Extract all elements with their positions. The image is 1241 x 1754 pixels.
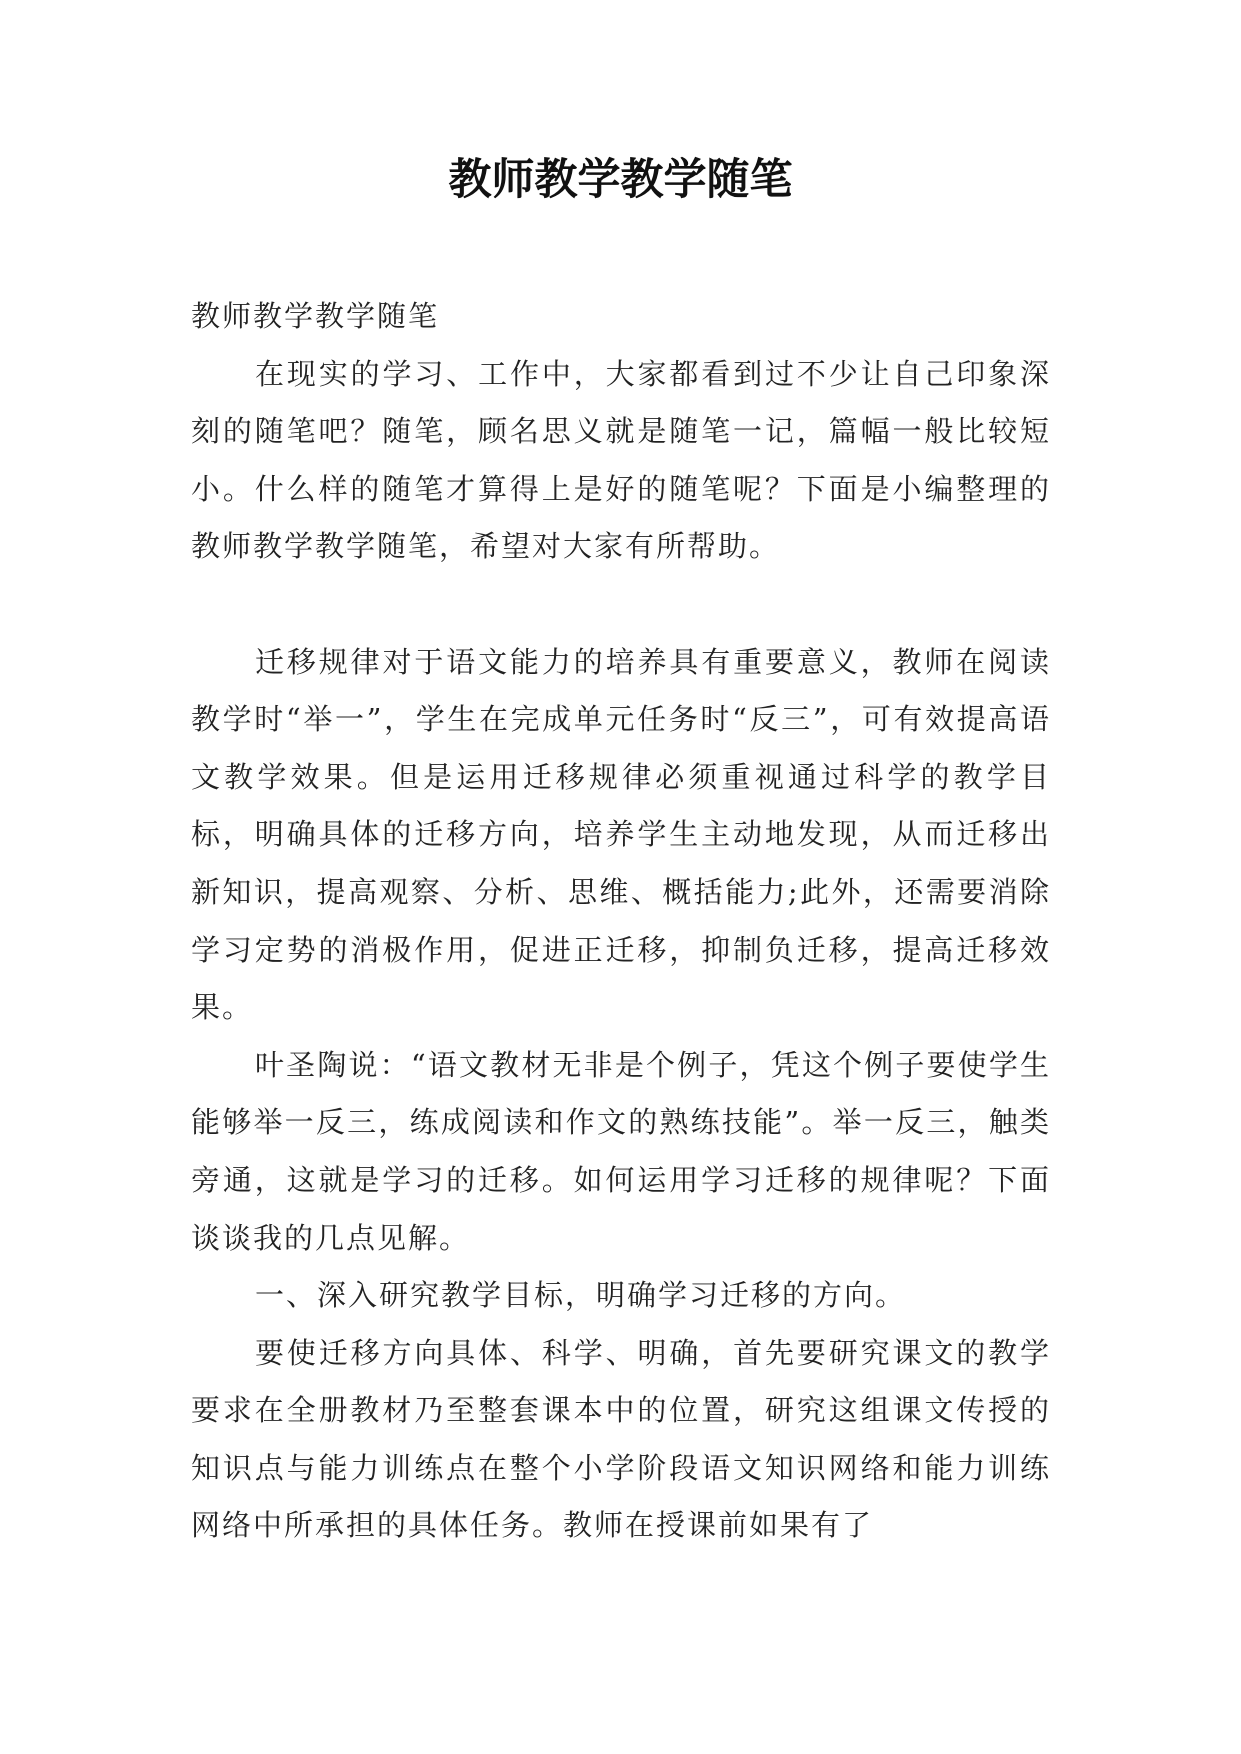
section-heading: 一、深入研究教学目标，明确学习迁移的方向。 bbox=[255, 1278, 907, 1313]
intro-paragraph: 在现实的学习、工作中，大家都看到过不少让自己印象深刻的随笔吧？随笔，顾名思义就是随笔一记，篇幅一般比较短小。什么样的随笔才算得上是好的随笔呢？下面是小编整理的教师教学教学随笔，希望对大家有所帮助。 bbox=[191, 356, 1051, 564]
paragraph-spacer bbox=[191, 576, 1051, 634]
document-body bbox=[191, 288, 1051, 1555]
body-paragraph: 要使迁移方向具体、科学、明确，首先要研究课文的教学要求在全册教材乃至整套课本中的位置，研究这组课文传授的知识点与能力训练点在整个小学阶段语文知识网络和能力训练网络中所承担的具体任务。教师在授课前如果有了 bbox=[191, 1335, 1051, 1543]
document-title: 教师教学教学随笔 bbox=[448, 155, 793, 205]
body-paragraph: 叶圣陶说：“语文教材无非是个例子，凭这个例子要使学生能够举一反三，练成阅读和作文的熟练技能”。举一反三，触类旁通，这就是学习的迁移。如何运用学习迁移的规律呢？下面谈谈我的几点见解。 bbox=[191, 1047, 1051, 1255]
document-subtitle: 教师教学教学随笔 bbox=[191, 299, 440, 333]
body-paragraph: 迁移规律对于语文能力的培养具有重要意义，教师在阅读教学时“举一”，学生在完成单元任务时“反三”，可有效提高语文教学效果。但是运用迁移规律必须重视通过科学的教学目标，明确具体的迁移方向，培养学生主动地发现，从而迁移出新知识，提高观察、分析、思维、概括能力;此外，还需要消除学习定势的消极作用，促进正迁移，抑制负迁移，提高迁移效果。 bbox=[191, 644, 1051, 1025]
